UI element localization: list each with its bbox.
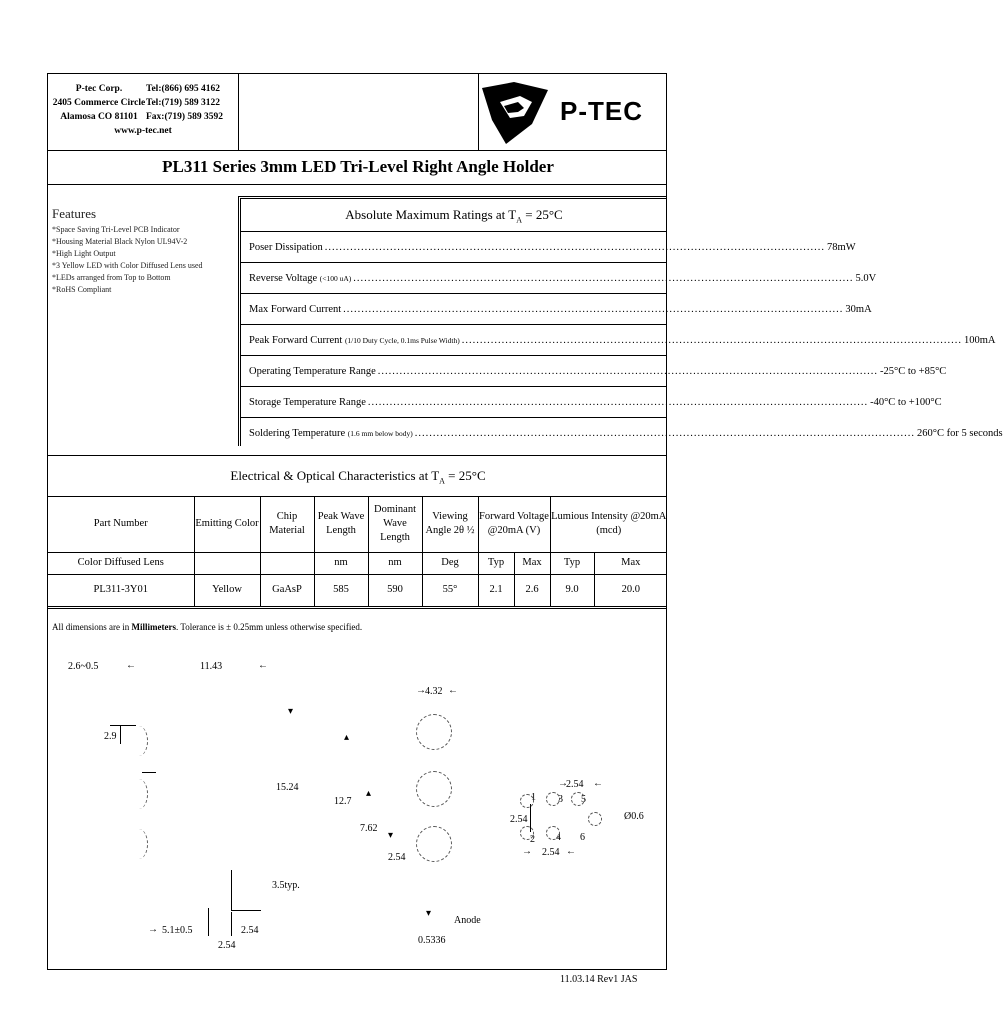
feature-item: *RoHS Compliant <box>52 285 112 294</box>
dim-label: 5.1±0.5 <box>162 925 193 936</box>
cell-chip: GaAsP <box>260 574 314 606</box>
pin-number: 2 <box>530 834 535 845</box>
unit-cell: Max <box>594 552 667 574</box>
dim-label: 2.9 <box>104 731 117 742</box>
p-tec-shield-logo-icon <box>480 80 550 146</box>
electrical-table <box>48 496 667 607</box>
dim-label: 11.43 <box>200 661 223 672</box>
unit-cell: Deg <box>422 552 478 574</box>
rating-row: Max Forward Current .......................................................................................................................................... 30mA <box>241 294 667 325</box>
cell-iv-typ: 9.0 <box>550 574 594 606</box>
header-part-number: Part Number <box>48 496 194 552</box>
absolute-max-ratings <box>238 196 1003 446</box>
revision-footer: 11.03.14 Rev1 JAS <box>560 974 638 985</box>
street-address: 2405 Commerce Circle <box>52 98 146 108</box>
dim-label: 4.32 <box>425 686 443 697</box>
contact-block <box>48 74 238 150</box>
page-title: PL311 Series 3mm LED Tri-Level Right Angle Holder <box>162 157 554 176</box>
cell-dominant: 590 <box>368 574 422 606</box>
feature-item: *Space Saving Tri-Level PCB Indicator <box>52 225 180 234</box>
rating-row: Peak Forward Current (1/10 Duty Cycle, 0.1ms Pulse Width) .......................................................................................................................................... 100mA <box>241 325 667 356</box>
pin-number: 3 <box>558 794 563 805</box>
dim-label: 2.54 <box>510 814 528 825</box>
features-list <box>52 206 237 296</box>
cell-vf-max: 2.6 <box>514 574 550 606</box>
rating-value: 260°C for 5 seconds <box>917 427 1003 439</box>
unit-cell: Typ <box>550 552 594 574</box>
rating-row: Storage Temperature Range .......................................................................................................................................... -40°C to +100°C <box>241 387 667 418</box>
dim-label: 2.54 <box>566 779 584 790</box>
pin-diameter: Ø0.6 <box>624 811 644 822</box>
header-chip-material: Chip Material <box>260 496 314 552</box>
dim-label: 15.24 <box>276 782 299 793</box>
unit-cell: nm <box>368 552 422 574</box>
rating-value: 5.0V <box>855 272 877 284</box>
cell-vf-typ: 2.1 <box>478 574 514 606</box>
dimension-note: All dimensions are in Millimeters. Tolerance is ± 0.25mm unless otherwise specified. <box>52 622 363 632</box>
header-dominant-wavelength: Dominant Wave Length <box>368 496 422 552</box>
dim-label: 3.5typ. <box>272 880 300 891</box>
features-heading: Features <box>52 206 97 221</box>
rating-value: -25°C to +85°C <box>880 365 947 377</box>
cell-iv-max: 20.0 <box>594 574 667 606</box>
cell-peak: 585 <box>314 574 368 606</box>
feature-item: *3 Yellow LED with Color Diffused Lens used <box>52 261 203 270</box>
unit-cell: Max <box>514 552 550 574</box>
pin-number: 4 <box>556 832 561 843</box>
dim-label: 0.5336 <box>418 935 446 946</box>
rating-value: 78mW <box>827 241 856 253</box>
table-row <box>48 574 667 606</box>
header-forward-voltage: Forward Voltage @20mA (V) <box>478 496 550 552</box>
anode-label: Anode <box>454 915 481 926</box>
unit-cell: Typ <box>478 552 514 574</box>
cell-color: Yellow <box>194 574 260 606</box>
logo-text: P-TEC <box>560 96 643 126</box>
phone-local: Tel:(719) 589 3122 <box>146 98 221 108</box>
pin-number: 6 <box>580 832 585 843</box>
rating-row: Reverse Voltage (<100 uA) .......................................................................................................................................... 5.0V <box>241 263 667 294</box>
dim-label: 12.7 <box>334 796 352 807</box>
dim-label: 2.54 <box>542 847 560 858</box>
feature-item: *LEDs arranged from Top to Bottom <box>52 273 171 282</box>
rating-value: 100mA <box>963 334 996 346</box>
cell-part-number: PL311-3Y01 <box>48 574 194 606</box>
lens-type: Color Diffused Lens <box>48 552 194 574</box>
dim-label: 7.62 <box>360 823 378 834</box>
feature-item: *Housing Material Black Nylon UL94V-2 <box>52 237 188 246</box>
electrical-heading: Electrical & Optical Characteristics at $T_A = 25^\circ C$ <box>230 468 486 486</box>
rating-row: Operating Temperature Range .......................................................................................................................................... -25°C to +85°C <box>241 356 667 387</box>
rating-row: Poser Dissipation .......................................................................................................................................... 78mW <box>241 232 667 263</box>
dim-label: 2.54 <box>241 925 259 936</box>
rating-value: 30mA <box>845 303 872 315</box>
dim-label: 2.54 <box>218 940 236 951</box>
header-emitting-color: Emitting Color <box>194 496 260 552</box>
cell-angle: 55° <box>422 574 478 606</box>
dim-label: 2.54 <box>388 852 406 863</box>
rating-row: Soldering Temperature (1.6 mm below body) .......................................................................................................................................... 260°C for 5 seconds <box>249 427 1003 439</box>
header-viewing-angle: Viewing Angle 2θ ½ <box>422 496 478 552</box>
ratings-heading: Absolute Maximum Ratings at $T_A = 25^\circ C$ <box>241 199 667 232</box>
website-link[interactable]: www.p-tec.net <box>114 126 172 136</box>
phone-toll-free: Tel:(866) 695 4162 <box>146 84 221 94</box>
header-luminous-intensity: Lumious Intensity @20mA (mcd) <box>550 496 667 552</box>
pin-number: 1 <box>531 792 536 803</box>
p-tec-logo <box>478 74 668 150</box>
city-address: Alamosa CO 81101 <box>60 112 138 122</box>
dim-label: 2.6~0.5 <box>68 661 99 672</box>
company-name: P-tec Corp. <box>75 84 123 94</box>
unit-cell: nm <box>314 552 368 574</box>
header-peak-wavelength: Peak Wave Length <box>314 496 368 552</box>
feature-item: *High Light Output <box>52 249 116 258</box>
datasheet-frame: P-tec Corp. Tel:(866) 695 4162 2405 Commerce Circle Tel:(719) 589 3122 Alamosa CO 81101 Fax:(719) 589 3592 www.p-tec.net P-TEC PL311 Series 3mm LED Tri-Level Right Angle Holder Features *Space Saving Tri-Level PCB Indicator *Housing Material Black Nylon UL94V-2 *High Light Output *3 Yellow LED with Color Diffused Lens used *LEDs arranged from Top to Bottom *RoHS Compliant Absolute Maximum Ratings at $T_A = 25^\circ C$ Poser Dissipation .......................................................................................................................................... 78mW Reverse Voltage (<100 uA) .......................................................................................................................................... 5.0V Max Forward Current .......................................................................................................................................... 30mA Peak Forward Current (1/10 Duty Cycle, 0.1ms Pulse Width) .......................................................................................................................................... 100mA Operating Temperature Range .......................................................................................................................................... -25°C to +85°C Storage Temperature Range .......................................................................................................................................... -40°C to +100°C Soldering Temperature (1.6 mm below body) .......................................................................................................................................... 260°C for 5 seconds Electrical & Optical Characteristics at $T_A = 25^\circ C$ Part Number Emitting Color Chip Material Peak Wave Length Dominant Wave Length Viewing Angle 2θ ½ Forward Voltage @20mA (V) Lumious Intensity @20mA (mcd) Color Diffused Lens nm nm Deg Typ Max Typ Max PL311-3Y01 Yellow GaAsP 585 590 55° 2.1 2.6 9.0 20.0 All dimensions are in Millimeters. Tolerance is ± 0.25mm unless otherwise specified. 2.6~0.5 ← 11.43 ← → 4.32 ← 2.9 ▾ ▴ 15.24 ▴ 12.7 7.62 ▾ 2.54 3.5typ. → 5.1±0.5 2.54 2.54 ▾ Anode 0.5336 → 2.54 ← 1 3 5 2.54 Ø0.6 2 4 6 → 2.54 ← <box>47 73 667 970</box>
fax-number: Fax:(719) 589 3592 <box>146 112 224 122</box>
rating-value: -40°C to +100°C <box>870 396 942 408</box>
pin-number: 5 <box>581 794 586 805</box>
